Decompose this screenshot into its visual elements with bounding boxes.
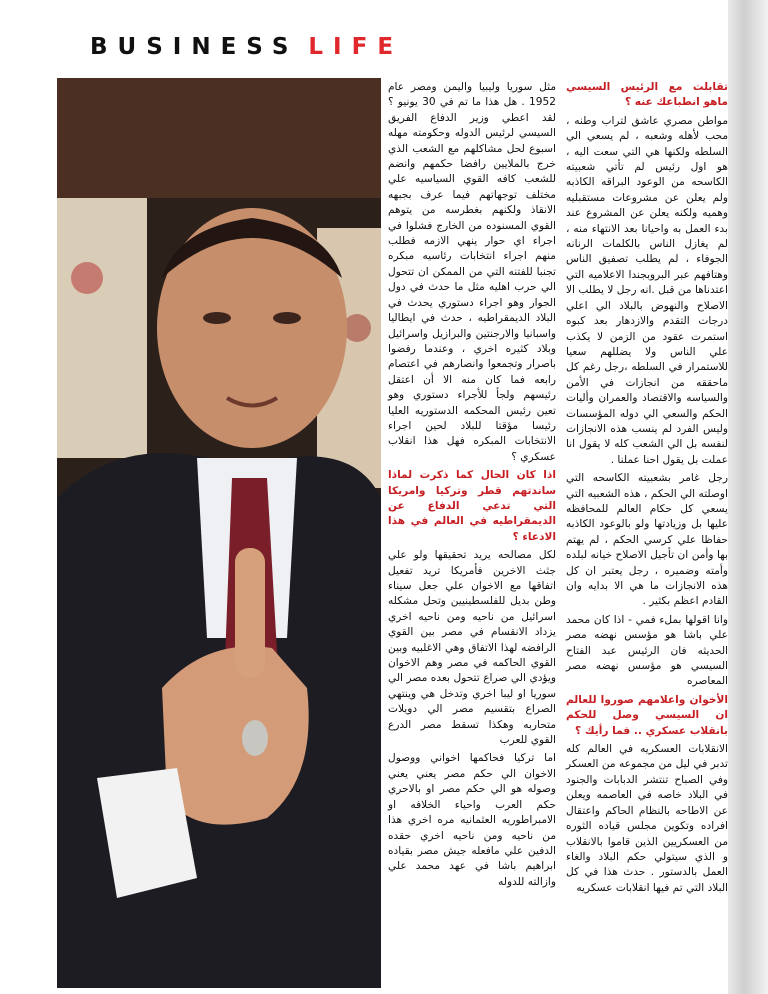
question-heading: الأخوان واعلامهم صوروا للعالم ان السيسي وصل للحكم بانقلاب عسكري .. فما رأيك ؟ bbox=[566, 693, 728, 737]
paragraph: مواطن مصري عاشق لتراب وطنه ، محب لأهله وشعبه ، لم يسعي الي السلطه ولكنها هي التي سعت اليه ، هو اول رئيس لم تأتي شعبيته الكاسحه من الوعود البراقه الكاذبه ولم يعلن عن مشروعات مستقبليه وهميه ولكنه يعلن عن المشروع عند بدء العمل به واحيانا بعد الانتهاء منه ، لم يغازل الناس بالكلمات الرنانه الجوفاء ، لم يطلب تصفيق الناس وهتافهم عبر البروبجندا الاعلاميه التي اعتدناها من قبل .انه رجل لا يطلب الا الاصلاح والنهوض بالبلاد الي اعلي درجات التقدم والازدهار بعد كبوه استمرت عقود من الزمن لا يكذب علي الناس ولا يضللهم سعيا للاستمرار في السلطه ،رجل رغم كل ماحققه من انجازات في الأمن والسياسه والاقتصاد والعمران وأليات الحكم والسعي الي دوله المؤسسات وليس الفرد لم ينسب هذه الانجازات لنفسه بل الي الشعب كله لا يقول انا عملت بل يقول احنا عملنا . bbox=[566, 114, 728, 466]
portrait-photo bbox=[57, 78, 381, 988]
question-heading: تقابلت مع الرئيس السيسي ماهو انطباعك عنه ؟ bbox=[566, 81, 728, 109]
article-column-middle bbox=[388, 80, 556, 893]
paragraph: الانقلابات العسكريه في العالم كله تدبر في ليل من مجموعه من العسكر وفي الصباح تنتشر الدبابات والجنود في البلاد خاصه في العاصمه ويعلن عن الاطاحه بالنظام الحاكم واعتقال افراده وتكوين مجلس قياده الثوره من العسكريين الذين قاموا بالانقلاب و الذي سيتولي حكم البلاد والغاء العمل بالدستور . حدث هذا في كل البلاد التي تم فيها انقلابات عسكريه bbox=[566, 743, 728, 894]
article-column-right bbox=[566, 80, 728, 899]
paragraph: وانا اقولها بملء فمي - اذا كان محمد علي باشا هو مؤسس نهضه مصر الحديثه فان الرئيس عبد الفتاح السيسي هو مؤسس نهضه مصر المعاصره bbox=[566, 613, 728, 688]
page-fold-shadow bbox=[728, 0, 768, 994]
section-header bbox=[90, 34, 403, 60]
paragraph: لكل مصالحه يريد تحقيقها ولو علي جثث الاخرين فأمريكا تريد تفعيل اتفاقها مع الاخوان علي جعل سيناء وطن بديل للفلسطينيين وتحل مشكله اسرائيل من ناحيه ومن ناحيه اخري يزداد الانقسام في مصر بين القوي الرافضه لهذا الاتفاق وهي الاغلبيه وبين القوي الحاكمه في مصر وهم الاخوان ويؤدي الي صراع تتحول بعده مصر الي سوريا او ليبا اخري وتدخل هي وينتهي الصراع بتقسيم مصر الي دويلات متحاربه وهكذا تسقط مصر الدرع القوي للعرب bbox=[388, 549, 556, 747]
header-word-life: LIFE bbox=[308, 34, 404, 60]
paragraph: رجل غامر بشعبيته الكاسحه التي اوصلته الي الحكم ، هذه الشعبيه التي يسعي كل حكام العالم للمحافظه عليها بل وزيادتها ولو بالوعود الكاذبه حفاظا علي كرسي الحكم ، لم يهتم بها وأمن ان تأجيل الاصلاح خيانه لبلده وأمته وضميره ، رجل يعتبر ان كل هذه الانجازات ما هي الا بدايه وان القادم اعظم بكثير . bbox=[566, 472, 728, 608]
header-word-business: BUSINESS bbox=[90, 34, 299, 60]
question-heading: اذا كان الحال كما ذكرت لماذا ساندتهم قطر وتركيا وامريكا التي تدعي الدفاع عن الديمقراطيه في العالم في هذا الادعاء ؟ bbox=[388, 469, 556, 543]
paragraph: مثل سوريا وليبيا واليمن ومصر عام 1952 . هل هذا ما تم في 30 يونيو ؟ لقد اعطي وزير الدفاع الفريق السيسي لرئيس الدوله وحكومته مهله اسبوع لحل مشاكلهم مع الشعب الذي خرج بالملايين رافضا حكمهم وانضم للشعب كافه القوي السياسيه علي مختلف توجهاتهم فيما عرف بجبهه الانقاذ ولكنهم بغطرسه من يتوهم القوي المسنوده من الخارج فشلوا في اجراء اي حوار ينهي الازمه فطلب منهم اجراء انتخابات رئاسيه مبكره تجنبا للفتنه التي من الممكن ان تتحول الي حرب اهليه مثل ما حدث في دول الجوار وهو اجراء دستوري يحدث في البلاد الديمقراطيه ، حدث في ايطاليا واسبانيا والارجنتين والبرازيل واسرائيل وبلاد كثيره اخري ، وعندما رفضوا باصرار وتجمعوا وانصارهم في اعتصام رابعه فما كان منه الا أن اعتقل رئيسهم ولجأ للأجراء دستوري وهو تعين رئيس المحكمه الدستوريه العليا رئيسا مؤقتا للبلاد لحين اجراء الانتخابات المبكره فهل هذا انقلاب عسكري ؟ bbox=[388, 81, 556, 463]
paragraph: اما تركيا فحاكمها اخواني ووصول الاخوان الي حكم مصر يعني يعني وصوله هو الي حكم مصر او بالاحري حكم العرب واحياء الخلافه او الامبراطوريه العثمانيه مره اخري هذا من ناحيه ومن ناحيه اخري حقده الدفين علي مافعله جيش مصر بقياده ابراهيم باشا في عهد محمد علي وازالته للدوله bbox=[388, 752, 556, 888]
